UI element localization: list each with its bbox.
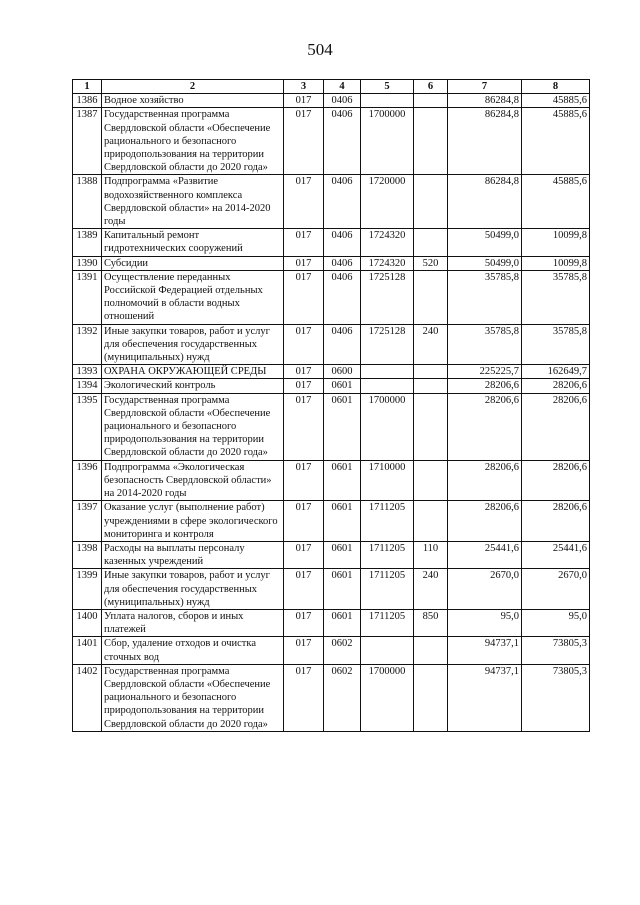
amount-col8-cell: 28206,6 — [522, 379, 590, 393]
amount-col7-cell: 28206,6 — [448, 393, 522, 460]
section-code-cell: 0600 — [324, 365, 361, 379]
amount-col7-cell: 86284,8 — [448, 108, 522, 175]
budget-table — [72, 79, 590, 732]
ministry-code-cell: 017 — [284, 541, 324, 568]
amount-col8-cell: 10099,8 — [522, 229, 590, 256]
ministry-code-cell: 017 — [284, 108, 324, 175]
column-header: 1 — [73, 80, 102, 94]
expense-type-cell — [414, 393, 448, 460]
item-name-cell: Подпрограмма «Экологическая безопасность Свердловской области» на 2014-2020 годы — [102, 460, 284, 501]
item-name-cell: Капитальный ремонт гидротехнических сооружений — [102, 229, 284, 256]
table-row — [73, 256, 590, 270]
target-article-cell: 1725128 — [361, 324, 414, 365]
table-row — [73, 569, 590, 610]
ministry-code-cell: 017 — [284, 460, 324, 501]
expense-type-cell — [414, 175, 448, 229]
row-number-cell: 1392 — [73, 324, 102, 365]
section-code-cell: 0406 — [324, 324, 361, 365]
amount-col8-cell: 25441,6 — [522, 541, 590, 568]
section-code-cell: 0601 — [324, 393, 361, 460]
column-header: 5 — [361, 80, 414, 94]
section-code-cell: 0406 — [324, 270, 361, 324]
column-header: 6 — [414, 80, 448, 94]
ministry-code-cell: 017 — [284, 256, 324, 270]
ministry-code-cell: 017 — [284, 324, 324, 365]
table-row — [73, 324, 590, 365]
section-code-cell: 0406 — [324, 229, 361, 256]
expense-type-cell: 520 — [414, 256, 448, 270]
section-code-cell: 0602 — [324, 664, 361, 731]
section-code-cell: 0406 — [324, 108, 361, 175]
item-name-cell: Государственная программа Свердловской области «Обеспечение рационального и безопасного природопользования на территории Свердловской области до 2020 года» — [102, 108, 284, 175]
table-row — [73, 175, 590, 229]
row-number-cell: 1395 — [73, 393, 102, 460]
target-article-cell: 1724320 — [361, 256, 414, 270]
section-code-cell: 0601 — [324, 541, 361, 568]
expense-type-cell: 850 — [414, 609, 448, 636]
section-code-cell: 0406 — [324, 256, 361, 270]
item-name-cell: Водное хозяйство — [102, 94, 284, 108]
amount-col8-cell: 73805,3 — [522, 637, 590, 664]
row-number-cell: 1396 — [73, 460, 102, 501]
section-code-cell: 0601 — [324, 460, 361, 501]
section-code-cell: 0601 — [324, 569, 361, 610]
expense-type-cell — [414, 365, 448, 379]
row-number-cell: 1394 — [73, 379, 102, 393]
row-number-cell: 1386 — [73, 94, 102, 108]
table-header-row — [73, 80, 590, 94]
amount-col8-cell: 28206,6 — [522, 393, 590, 460]
target-article-cell — [361, 365, 414, 379]
target-article-cell — [361, 637, 414, 664]
item-name-cell: Иные закупки товаров, работ и услуг для обеспечения государственных (муниципальных) нужд — [102, 569, 284, 610]
amount-col7-cell: 50499,0 — [448, 256, 522, 270]
amount-col8-cell: 45885,6 — [522, 175, 590, 229]
expense-type-cell: 240 — [414, 324, 448, 365]
target-article-cell — [361, 379, 414, 393]
table-row — [73, 270, 590, 324]
ministry-code-cell: 017 — [284, 609, 324, 636]
table-row — [73, 609, 590, 636]
amount-col7-cell: 86284,8 — [448, 94, 522, 108]
section-code-cell: 0601 — [324, 501, 361, 542]
expense-type-cell: 240 — [414, 569, 448, 610]
amount-col7-cell: 2670,0 — [448, 569, 522, 610]
page-number: 504 — [307, 40, 333, 59]
amount-col7-cell: 225225,7 — [448, 365, 522, 379]
target-article-cell: 1711205 — [361, 609, 414, 636]
expense-type-cell — [414, 460, 448, 501]
amount-col7-cell: 28206,6 — [448, 501, 522, 542]
column-header: 2 — [102, 80, 284, 94]
target-article-cell: 1711205 — [361, 501, 414, 542]
table-row — [73, 664, 590, 731]
amount-col8-cell: 45885,6 — [522, 108, 590, 175]
amount-col7-cell: 86284,8 — [448, 175, 522, 229]
amount-col8-cell: 45885,6 — [522, 94, 590, 108]
amount-col7-cell: 95,0 — [448, 609, 522, 636]
expense-type-cell — [414, 229, 448, 256]
amount-col8-cell: 28206,6 — [522, 501, 590, 542]
amount-col7-cell: 94737,1 — [448, 637, 522, 664]
row-number-cell: 1391 — [73, 270, 102, 324]
target-article-cell: 1710000 — [361, 460, 414, 501]
row-number-cell: 1399 — [73, 569, 102, 610]
target-article-cell: 1711205 — [361, 569, 414, 610]
expense-type-cell: 110 — [414, 541, 448, 568]
item-name-cell: Субсидии — [102, 256, 284, 270]
ministry-code-cell: 017 — [284, 270, 324, 324]
expense-type-cell — [414, 108, 448, 175]
target-article-cell: 1720000 — [361, 175, 414, 229]
amount-col8-cell: 35785,8 — [522, 324, 590, 365]
ministry-code-cell: 017 — [284, 393, 324, 460]
amount-col8-cell: 35785,8 — [522, 270, 590, 324]
column-header: 3 — [284, 80, 324, 94]
table-row — [73, 393, 590, 460]
amount-col7-cell: 50499,0 — [448, 229, 522, 256]
amount-col8-cell: 73805,3 — [522, 664, 590, 731]
amount-col8-cell: 95,0 — [522, 609, 590, 636]
item-name-cell: Оказание услуг (выполнение работ) учреждениями в сфере экологического мониторинга и контроля — [102, 501, 284, 542]
ministry-code-cell: 017 — [284, 637, 324, 664]
table-row — [73, 501, 590, 542]
target-article-cell — [361, 94, 414, 108]
item-name-cell: Уплата налогов, сборов и иных платежей — [102, 609, 284, 636]
column-header: 4 — [324, 80, 361, 94]
item-name-cell: Иные закупки товаров, работ и услуг для обеспечения государственных (муниципальных) нужд — [102, 324, 284, 365]
expense-type-cell — [414, 270, 448, 324]
ministry-code-cell: 017 — [284, 379, 324, 393]
target-article-cell: 1700000 — [361, 393, 414, 460]
item-name-cell: Расходы на выплаты персоналу казенных учреждений — [102, 541, 284, 568]
column-header: 8 — [522, 80, 590, 94]
item-name-cell: Государственная программа Свердловской области «Обеспечение рационального и безопасного природопользования на территории Свердловской области до 2020 года» — [102, 664, 284, 731]
ministry-code-cell: 017 — [284, 501, 324, 542]
ministry-code-cell: 017 — [284, 365, 324, 379]
expense-type-cell — [414, 501, 448, 542]
table-row — [73, 94, 590, 108]
amount-col7-cell: 25441,6 — [448, 541, 522, 568]
ministry-code-cell: 017 — [284, 664, 324, 731]
target-article-cell: 1700000 — [361, 664, 414, 731]
row-number-cell: 1387 — [73, 108, 102, 175]
ministry-code-cell: 017 — [284, 569, 324, 610]
expense-type-cell — [414, 637, 448, 664]
section-code-cell: 0602 — [324, 637, 361, 664]
expense-type-cell — [414, 379, 448, 393]
target-article-cell: 1724320 — [361, 229, 414, 256]
amount-col7-cell: 35785,8 — [448, 270, 522, 324]
expense-type-cell — [414, 94, 448, 108]
table-row — [73, 460, 590, 501]
row-number-cell: 1397 — [73, 501, 102, 542]
table-row — [73, 379, 590, 393]
item-name-cell: Сбор, удаление отходов и очистка сточных вод — [102, 637, 284, 664]
expense-type-cell — [414, 664, 448, 731]
table-row — [73, 365, 590, 379]
amount-col8-cell: 162649,7 — [522, 365, 590, 379]
section-code-cell: 0406 — [324, 94, 361, 108]
amount-col7-cell: 28206,6 — [448, 460, 522, 501]
amount-col8-cell: 2670,0 — [522, 569, 590, 610]
table-row — [73, 637, 590, 664]
row-number-cell: 1389 — [73, 229, 102, 256]
ministry-code-cell: 017 — [284, 229, 324, 256]
row-number-cell: 1401 — [73, 637, 102, 664]
table-row — [73, 108, 590, 175]
section-code-cell: 0601 — [324, 609, 361, 636]
target-article-cell: 1725128 — [361, 270, 414, 324]
column-header: 7 — [448, 80, 522, 94]
table-row — [73, 541, 590, 568]
item-name-cell: ОХРАНА ОКРУЖАЮЩЕЙ СРЕДЫ — [102, 365, 284, 379]
section-code-cell: 0601 — [324, 379, 361, 393]
row-number-cell: 1393 — [73, 365, 102, 379]
item-name-cell: Осуществление переданных Российской Федерацией отдельных полномочий в области водных отношений — [102, 270, 284, 324]
item-name-cell: Экологический контроль — [102, 379, 284, 393]
row-number-cell: 1388 — [73, 175, 102, 229]
ministry-code-cell: 017 — [284, 94, 324, 108]
row-number-cell: 1400 — [73, 609, 102, 636]
amount-col7-cell: 94737,1 — [448, 664, 522, 731]
item-name-cell: Подпрограмма «Развитие водохозяйственного комплекса Свердловской области» на 2014-2020 годы — [102, 175, 284, 229]
target-article-cell: 1711205 — [361, 541, 414, 568]
amount-col7-cell: 28206,6 — [448, 379, 522, 393]
row-number-cell: 1390 — [73, 256, 102, 270]
amount-col7-cell: 35785,8 — [448, 324, 522, 365]
row-number-cell: 1402 — [73, 664, 102, 731]
table-row — [73, 229, 590, 256]
section-code-cell: 0406 — [324, 175, 361, 229]
target-article-cell: 1700000 — [361, 108, 414, 175]
amount-col8-cell: 28206,6 — [522, 460, 590, 501]
amount-col8-cell: 10099,8 — [522, 256, 590, 270]
item-name-cell: Государственная программа Свердловской области «Обеспечение рационального и безопасного природопользования на территории Свердловской области до 2020 года» — [102, 393, 284, 460]
ministry-code-cell: 017 — [284, 175, 324, 229]
row-number-cell: 1398 — [73, 541, 102, 568]
